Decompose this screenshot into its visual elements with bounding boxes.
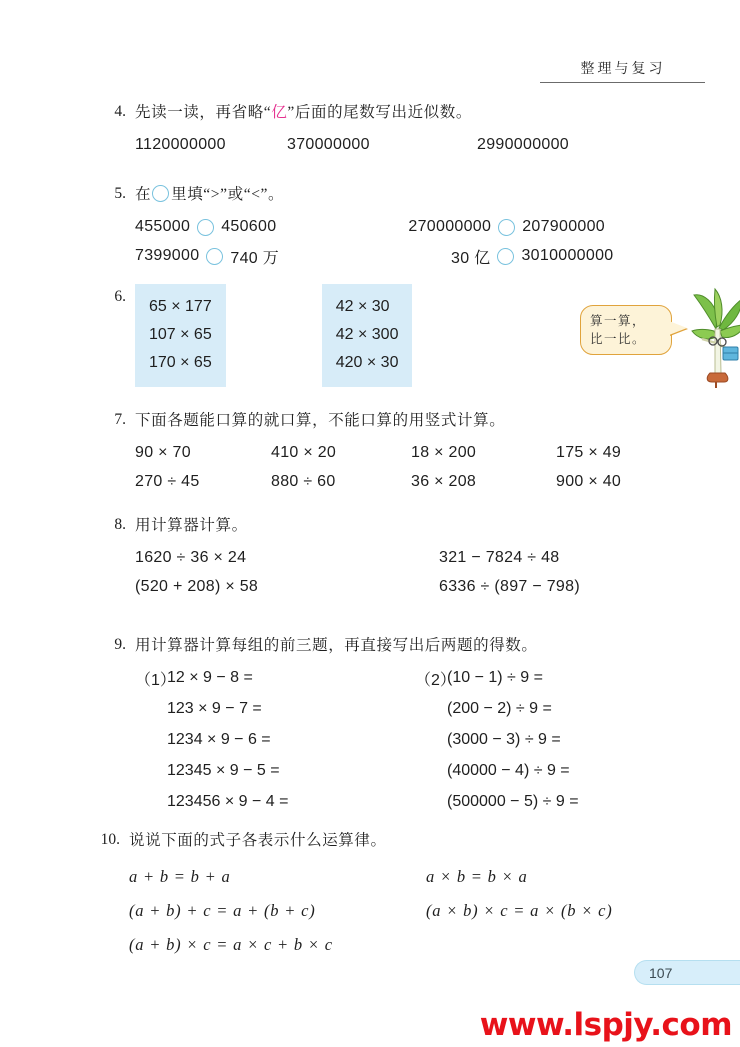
exercise-5-row-1 bbox=[135, 213, 696, 242]
exercise-9-group-1-label: （1） bbox=[135, 671, 176, 689]
exercise-7-r2-c3[interactable]: 36 × 208 bbox=[411, 473, 477, 491]
exercise-6-number: 6. bbox=[114, 288, 126, 305]
exercise-5-r1-left-circle[interactable] bbox=[197, 219, 214, 236]
exercise-10-right-formulas bbox=[426, 860, 613, 962]
vegetable-character-icon bbox=[684, 285, 740, 390]
exercise-6-boxes bbox=[135, 284, 696, 387]
exercise-4-rows bbox=[135, 131, 696, 160]
exercise-9-g2-eq-3[interactable]: (3000 − 3) ÷ 9 = bbox=[447, 731, 561, 749]
exercise-9-g2-eq-1[interactable]: (10 − 1) ÷ 9 = bbox=[447, 669, 543, 687]
exercise-10-right-formula-2: (a × b) × c = a × (b × c) bbox=[426, 900, 613, 920]
exercise-5-row-2 bbox=[135, 242, 696, 271]
exercise-5-r2-left-b: 740 万 bbox=[230, 249, 280, 267]
running-head-rule bbox=[540, 82, 705, 83]
exercise-5-prompt-part-b: 里填“>”或“<”。 bbox=[171, 186, 285, 203]
exercise-9 bbox=[96, 636, 696, 818]
exercise-9-g2-eq-2[interactable]: (200 − 2) ÷ 9 = bbox=[447, 700, 552, 718]
exercise-10-left-formula-2: (a + b) + c = a + (b + c) bbox=[129, 900, 316, 920]
exercise-9-group-1 bbox=[135, 663, 415, 818]
exercise-4-row-1 bbox=[135, 131, 696, 160]
exercise-9-heading bbox=[96, 636, 696, 657]
exercise-9-g2-line-2 bbox=[415, 694, 579, 725]
exercise-6-box-1[interactable] bbox=[135, 284, 226, 387]
exercise-5 bbox=[96, 185, 696, 271]
exercise-9-g1-line-1 bbox=[135, 663, 415, 694]
running-head-title: 整理与复习 bbox=[580, 62, 666, 77]
exercise-6-box2-line-3: 420 × 30 bbox=[335, 354, 399, 371]
exercise-8-rows bbox=[135, 544, 696, 602]
exercise-9-number: 9. bbox=[114, 636, 126, 653]
exercise-9-g1-eq-5[interactable]: 123456 × 9 − 4 = bbox=[167, 793, 289, 811]
exercise-4-item-3[interactable]: 2990000000 bbox=[477, 136, 569, 154]
exercise-7-row-2 bbox=[135, 468, 696, 497]
exercise-7-r2-c2[interactable]: 880 ÷ 60 bbox=[271, 473, 336, 491]
exercise-7-r2-c4[interactable]: 900 × 40 bbox=[556, 473, 622, 491]
exercise-5-r1-left-b: 450600 bbox=[221, 218, 277, 236]
exercise-9-g2-line-5 bbox=[415, 787, 579, 818]
exercise-7-r1-c3[interactable]: 18 × 200 bbox=[411, 444, 477, 462]
exercise-10-columns bbox=[129, 860, 690, 962]
exercise-8-r1-c1[interactable]: 1620 ÷ 36 × 24 bbox=[135, 549, 247, 567]
exercise-5-r2-right-circle[interactable] bbox=[497, 248, 514, 265]
exercise-9-g2-eq-4[interactable]: (40000 − 4) ÷ 9 = bbox=[447, 762, 570, 780]
exercise-8-r2-c1[interactable]: (520 + 208) × 58 bbox=[135, 578, 259, 596]
speech-bubble-line-2: 比一比。 bbox=[590, 332, 647, 346]
circle-placeholder-icon bbox=[152, 185, 169, 202]
exercise-4-prompt bbox=[135, 103, 472, 124]
exercise-8-prompt: 用计算器计算。 bbox=[135, 517, 248, 534]
exercise-4-prompt-part-a: 先读一读，再省略“ bbox=[135, 104, 272, 121]
exercise-10 bbox=[90, 831, 690, 962]
exercise-7-row-1 bbox=[135, 439, 696, 468]
exercise-9-g1-line-5 bbox=[135, 787, 415, 818]
exercise-6-box1-line-2: 107 × 65 bbox=[149, 326, 212, 343]
exercise-8-row-1 bbox=[135, 544, 696, 573]
exercise-4-heading bbox=[96, 103, 696, 124]
exercise-5-r1-right-b: 207900000 bbox=[522, 218, 605, 236]
exercise-7-r1-c1[interactable]: 90 × 70 bbox=[135, 444, 191, 462]
exercise-5-heading bbox=[96, 185, 696, 206]
exercise-5-r1-right-circle[interactable] bbox=[498, 219, 515, 236]
exercise-6-box2-line-2: 42 × 300 bbox=[335, 326, 399, 343]
exercise-7-r1-c2[interactable]: 410 × 20 bbox=[271, 444, 337, 462]
page-number-pill bbox=[634, 960, 740, 985]
exercise-4-item-2[interactable]: 370000000 bbox=[287, 136, 370, 154]
exercise-10-left-formula-3: (a + b) × c = a × c + b × c bbox=[129, 934, 333, 954]
exercise-9-g1-line-4 bbox=[135, 756, 415, 787]
exercise-8-r2-c2[interactable]: 6336 ÷ (897 − 798) bbox=[439, 578, 580, 596]
speech-bubble bbox=[580, 305, 672, 355]
exercise-8 bbox=[96, 516, 696, 602]
exercise-9-group-2 bbox=[415, 663, 579, 818]
exercise-4-item-1[interactable]: 1120000000 bbox=[135, 136, 226, 154]
exercise-7-r1-c4[interactable]: 175 × 49 bbox=[556, 444, 622, 462]
exercise-4-prompt-part-b: ”后面的尾数写出近似数。 bbox=[287, 104, 472, 121]
exercise-5-r1-left-a: 455000 bbox=[135, 218, 191, 236]
speech-bubble-line-1: 算一算， bbox=[590, 314, 647, 328]
exercise-5-r2-right-a: 30 亿 bbox=[451, 249, 491, 267]
exercise-10-heading bbox=[90, 831, 690, 852]
exercise-9-g1-eq-4[interactable]: 12345 × 9 − 5 = bbox=[167, 762, 280, 780]
exercise-9-columns bbox=[135, 663, 696, 818]
exercise-4-number: 4. bbox=[114, 103, 126, 120]
exercise-7-r2-c1[interactable]: 270 ÷ 45 bbox=[135, 473, 200, 491]
exercise-5-r2-left-circle[interactable] bbox=[206, 248, 223, 265]
mascot-area bbox=[580, 285, 740, 397]
exercise-9-g2-line-3 bbox=[415, 725, 579, 756]
exercise-5-prompt-part-a: 在 bbox=[135, 186, 152, 203]
exercise-5-r2-left-a: 7399000 bbox=[135, 247, 200, 265]
exercise-9-g1-line-2 bbox=[135, 694, 415, 725]
exercise-7 bbox=[96, 411, 696, 497]
exercise-10-prompt: 说说下面的式子各表示什么运算律。 bbox=[129, 832, 387, 849]
exercise-10-right-formula-1: a × b = b × a bbox=[426, 866, 528, 886]
exercise-9-g1-eq-3[interactable]: 1234 × 9 − 6 = bbox=[167, 731, 271, 749]
exercise-10-left-formula-1: a + b = b + a bbox=[129, 866, 231, 886]
page-number: 107 bbox=[649, 964, 673, 981]
exercise-6-box-2[interactable] bbox=[322, 284, 413, 387]
exercise-6-box1-line-1: 65 × 177 bbox=[149, 298, 212, 315]
exercise-8-r1-c2[interactable]: 321 − 7824 ÷ 48 bbox=[439, 549, 560, 567]
exercise-9-g2-line-4 bbox=[415, 756, 579, 787]
exercise-10-left-formulas bbox=[129, 860, 426, 962]
exercise-8-number: 8. bbox=[114, 516, 126, 533]
exercise-6-box1-line-3: 170 × 65 bbox=[149, 354, 212, 371]
exercise-7-number: 7. bbox=[114, 411, 126, 428]
exercise-7-rows bbox=[135, 439, 696, 497]
exercise-9-g1-eq-2[interactable]: 123 × 9 − 7 = bbox=[167, 700, 262, 718]
exercise-7-prompt: 下面各题能口算的就口算，不能口算的用竖式计算。 bbox=[135, 412, 506, 429]
exercise-10-number: 10. bbox=[100, 831, 120, 848]
exercise-9-prompt: 用计算器计算每组的前三题，再直接写出后两题的得数。 bbox=[135, 637, 538, 654]
exercise-6 bbox=[96, 288, 696, 387]
exercise-9-g1-eq-1[interactable]: 12 × 9 − 8 = bbox=[167, 669, 253, 687]
exercise-5-r1-right-a: 270000000 bbox=[408, 218, 492, 236]
exercise-9-g2-eq-5[interactable]: (500000 − 5) ÷ 9 = bbox=[447, 793, 579, 811]
site-watermark: www.lspjy.com bbox=[479, 1007, 732, 1043]
exercise-4-prompt-highlight: 亿 bbox=[271, 104, 288, 121]
exercise-4 bbox=[96, 103, 696, 160]
exercise-8-row-2 bbox=[135, 573, 696, 602]
exercise-7-heading bbox=[96, 411, 696, 432]
exercise-5-prompt bbox=[135, 185, 284, 206]
exercise-9-g2-line-1 bbox=[415, 663, 579, 694]
exercise-5-number: 5. bbox=[114, 185, 126, 202]
exercise-9-group-2-label: （2） bbox=[415, 671, 456, 689]
exercise-5-r2-right-b: 3010000000 bbox=[521, 247, 614, 265]
exercise-9-g1-line-3 bbox=[135, 725, 415, 756]
exercise-6-box2-line-1: 42 × 30 bbox=[335, 298, 390, 315]
exercise-8-heading bbox=[96, 516, 696, 537]
exercise-5-rows bbox=[135, 213, 696, 271]
page-running-head bbox=[540, 58, 740, 88]
